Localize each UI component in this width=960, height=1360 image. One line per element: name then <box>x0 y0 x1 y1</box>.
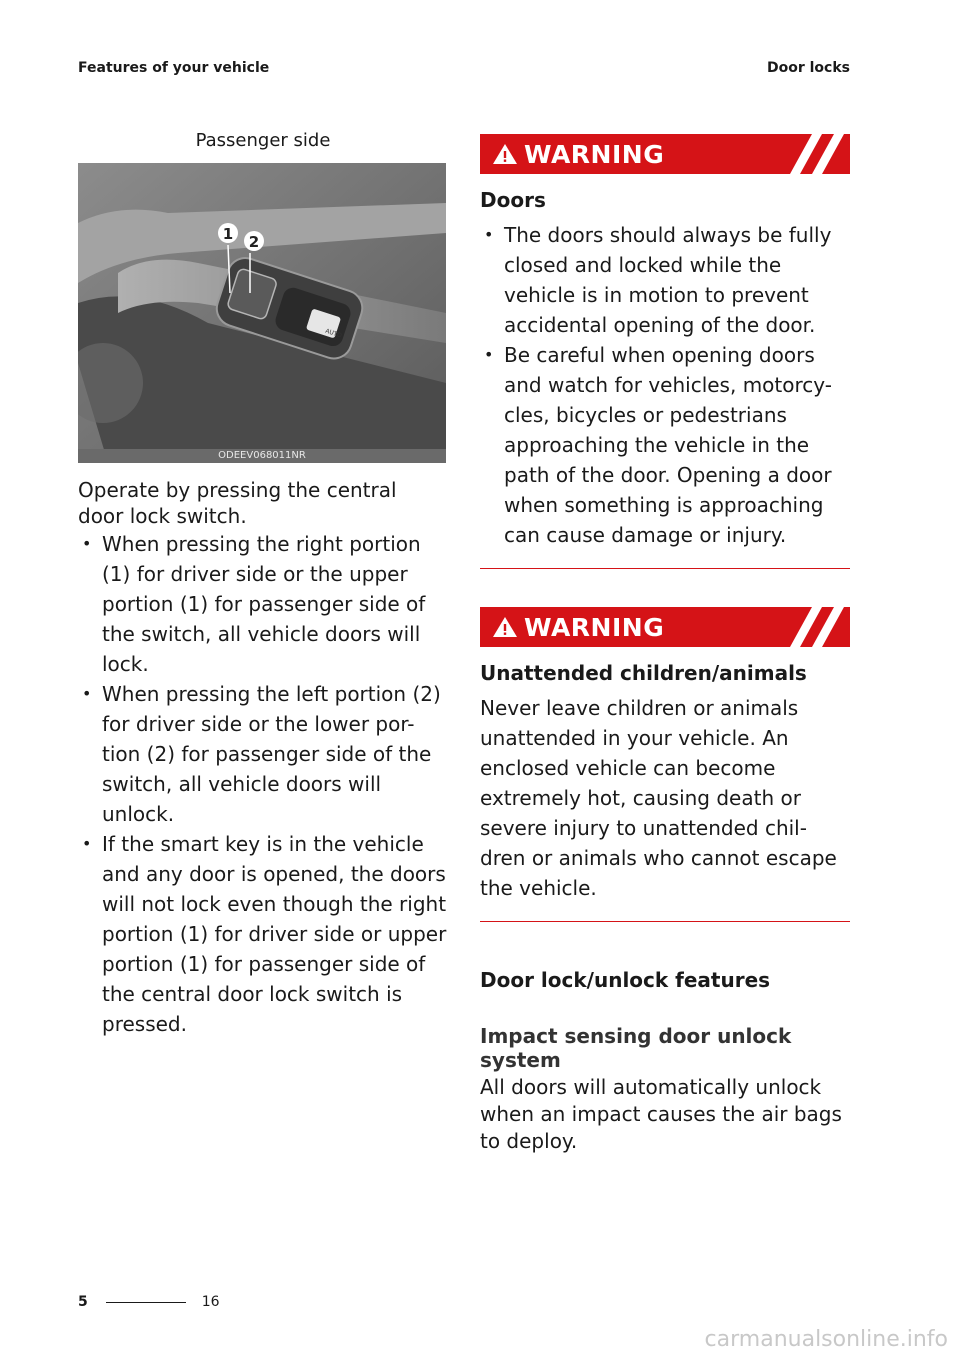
warning-banner <box>480 134 850 174</box>
figure-code: ODEEV068011NR <box>78 449 446 463</box>
running-header-section: Features of your vehicle <box>78 60 270 76</box>
page-number: 16 <box>201 1294 220 1310</box>
section-title: Door lock/unlock features <box>480 968 771 992</box>
warning-subtitle: Doors <box>480 188 546 212</box>
figure-caption: Passenger side <box>195 130 331 151</box>
running-header-topic: Door locks <box>767 60 850 76</box>
list-item: • The doors should always be fully closed and locked while the vehicle is in motion to prevent accidental opening of the door. <box>480 220 850 340</box>
callout-1: 1 <box>222 225 234 243</box>
list-item: • When pressing the right portion (1) for driver side or the upper portion (1) for passenger side of the switch, all vehicle doors will lock. <box>78 529 448 679</box>
warning-subtitle: Unattended children/animals <box>480 661 807 685</box>
door-panel-illustration <box>78 163 446 463</box>
warning-divider <box>480 921 850 922</box>
right-column <box>480 134 850 1155</box>
intro-paragraph: Operate by pressing the central door lock switch. <box>78 478 397 528</box>
warning-label: WARNING <box>524 139 665 169</box>
warning-banner <box>480 607 850 647</box>
subsection-text: All doors will automatically unlock when an impact causes the air bags to deploy. <box>480 1075 842 1153</box>
footer-rule <box>106 1302 186 1303</box>
warning-text: Never leave children or animals unattended in your vehicle. An enclosed vehicle can become extremely hot, causing death or severe injury to unattended chil-dren or animals who cannot escape the vehicle. <box>480 696 837 900</box>
list-item: • When pressing the left portion (2) for driver side or the lower por-tion (2) for passenger side of the switch, all vehicle doors will unlock. <box>78 679 448 829</box>
list-item: • Be careful when opening doors and watch for vehicles, motorcy-cles, bicycles or pedestrians approaching the vehicle in the path of the door. Opening a door when something is approaching can cause damage or injury. <box>480 340 850 550</box>
banner-slash-decoration <box>790 607 850 647</box>
instruction-list <box>78 529 448 1039</box>
switch-label: AUTO <box>324 327 343 340</box>
banner-slash-decoration <box>790 134 850 174</box>
warning-triangle-icon <box>492 615 518 639</box>
watermark: carmanualsonline.info <box>704 1327 948 1352</box>
chapter-number: 5 <box>78 1294 88 1310</box>
warning-label: WARNING <box>524 612 665 642</box>
subsection-title: Impact sensing door unlock system <box>480 1024 792 1072</box>
list-item: • If the smart key is in the vehicle and any door is opened, the doors will not lock even though the right portion (1) for driver side or upper portion (1) for passenger side of the central door lock switch is pressed. <box>78 829 448 1039</box>
warning-divider <box>480 568 850 569</box>
callout-2: 2 <box>248 233 260 251</box>
warning-triangle-icon <box>492 142 518 166</box>
door-switch-figure <box>78 163 446 463</box>
warning-list <box>480 220 850 550</box>
page-footer <box>78 1294 220 1310</box>
left-column <box>78 130 448 1039</box>
